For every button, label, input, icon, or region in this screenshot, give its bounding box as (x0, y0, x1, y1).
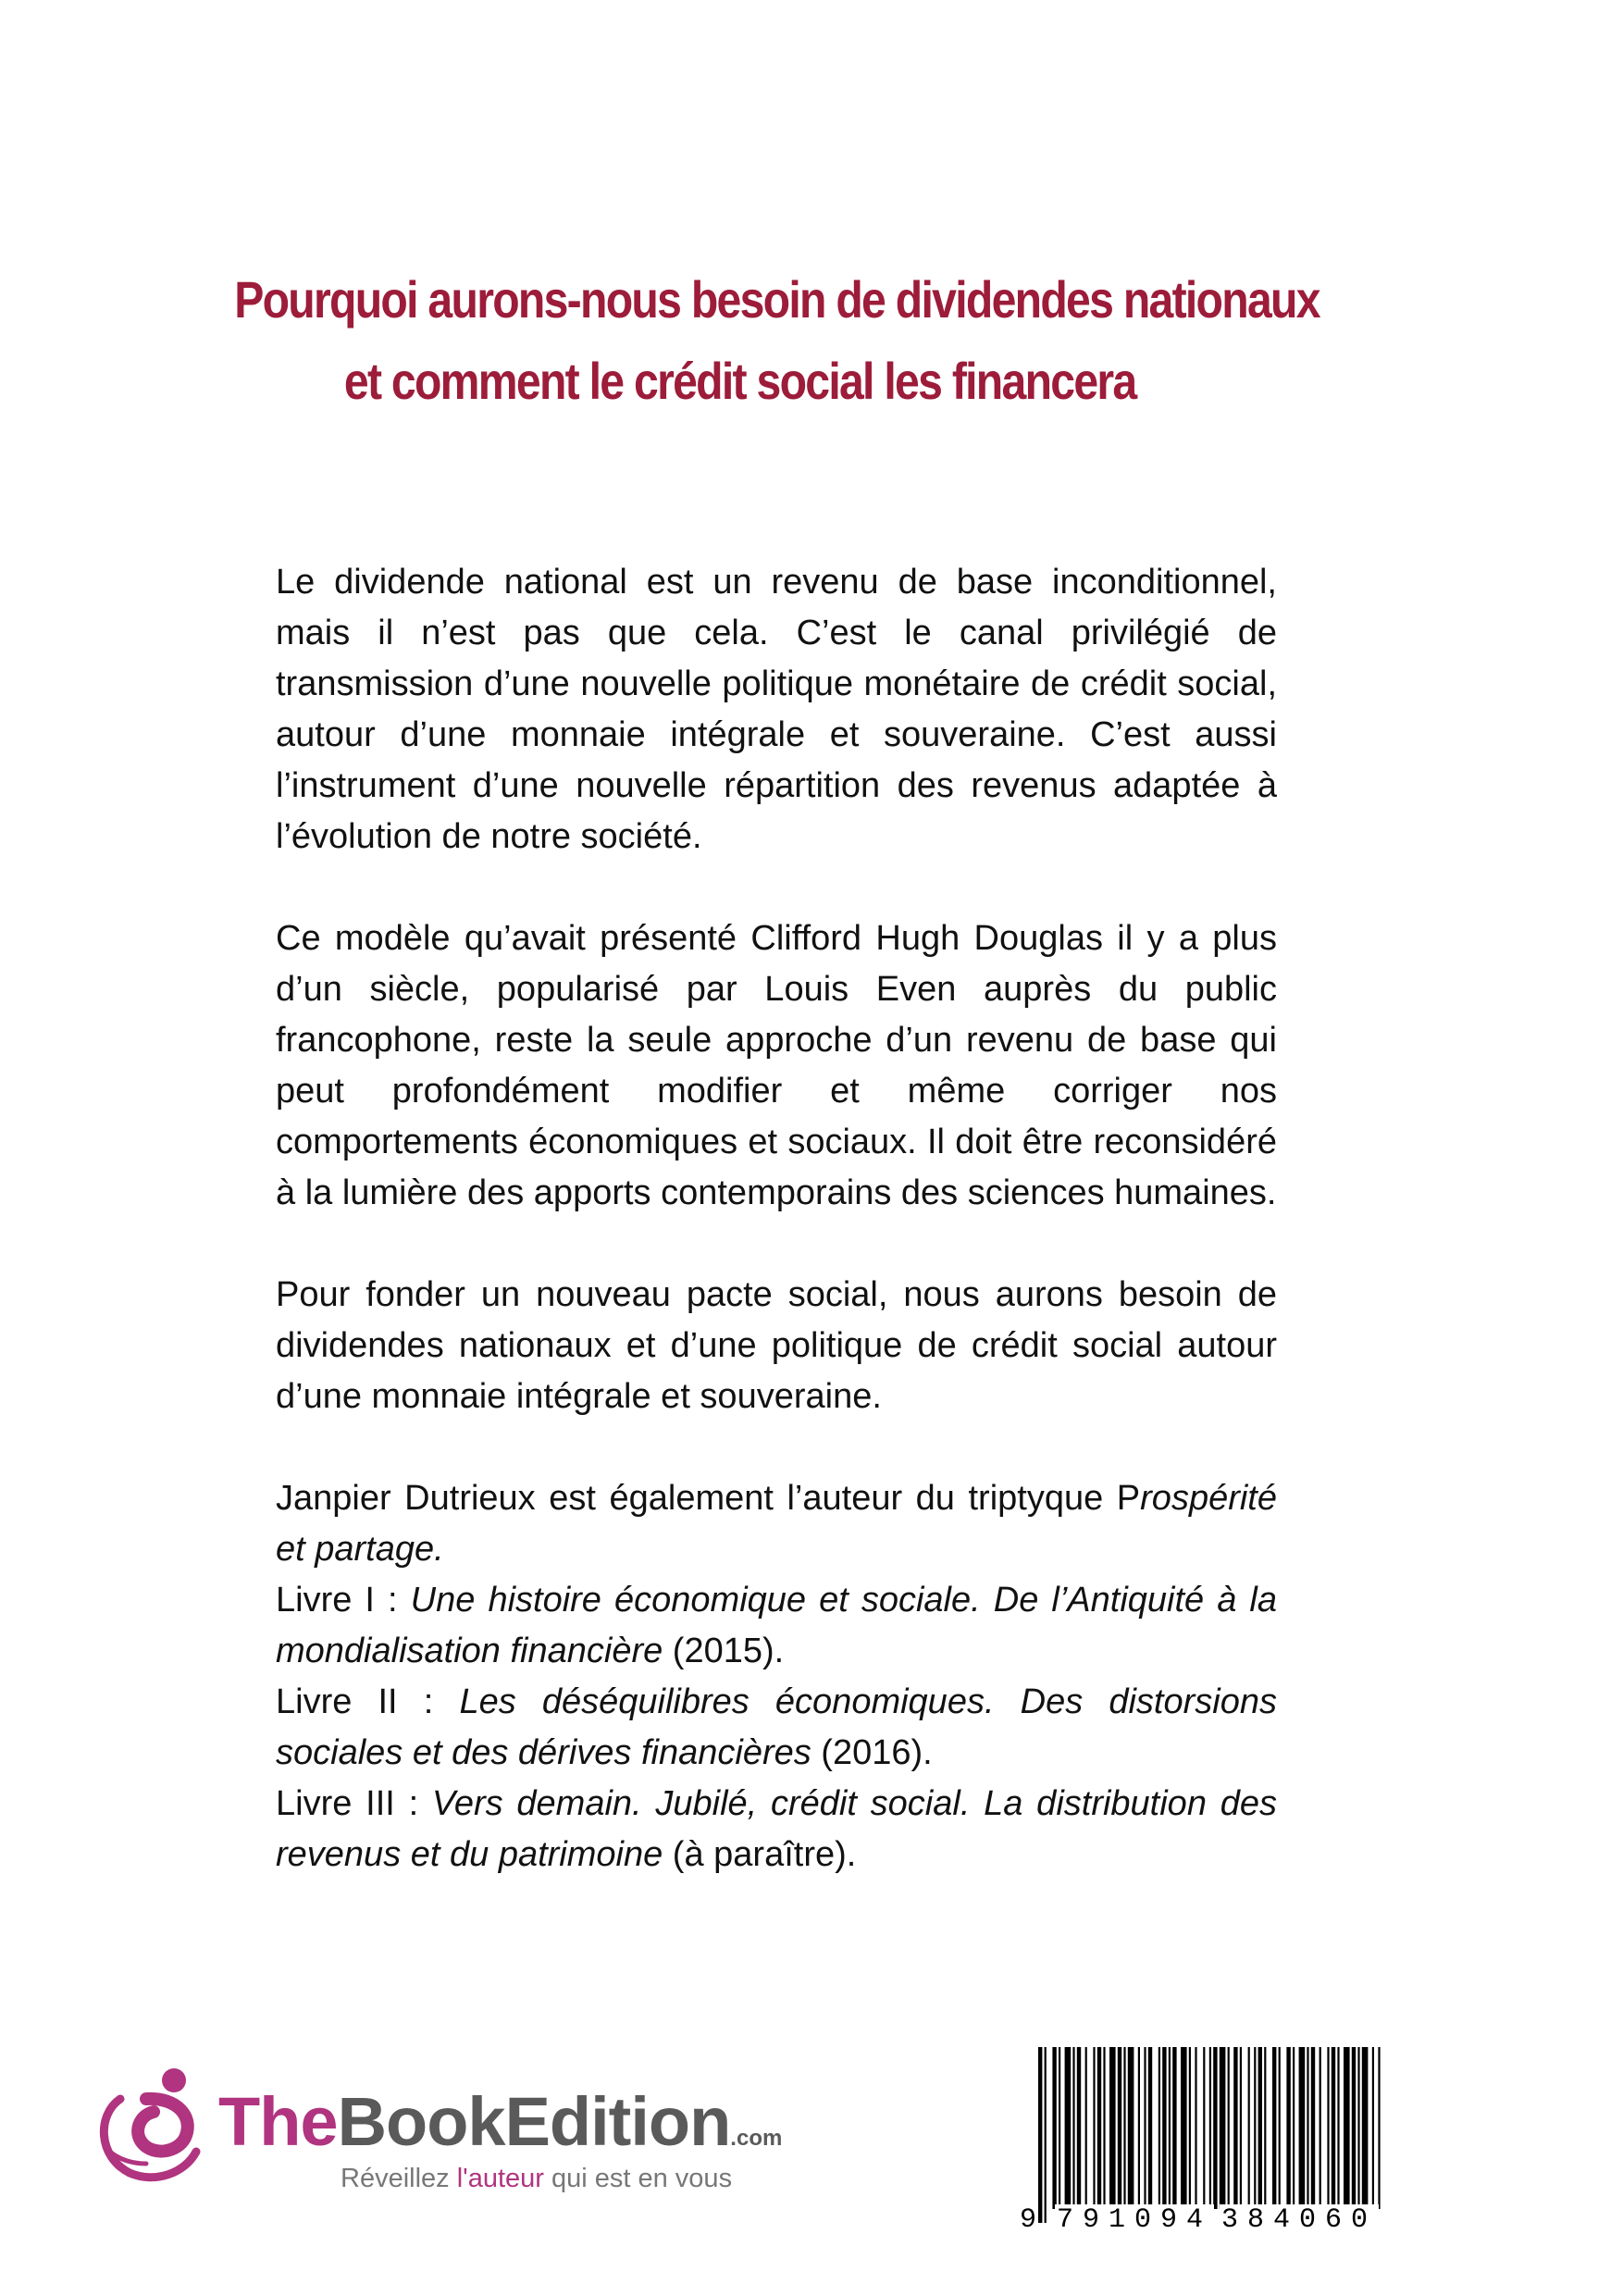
barcode-bar (1209, 2047, 1211, 2209)
isbn-digit-prefix: 9 (1020, 2204, 1037, 2236)
title-line-2: et comment le crédit social les financera (343, 352, 1136, 410)
barcode-bar (1148, 2047, 1152, 2209)
barcode-bar (1065, 2047, 1072, 2209)
barcode-bar (1228, 2047, 1230, 2209)
book-3-title: Vers demain. Jubilé, crédit social. La distribution des revenus et du patrimoine (276, 1784, 1277, 1874)
isbn-digits-left: 791094 (1057, 2204, 1213, 2236)
barcode-bar (1357, 2047, 1359, 2209)
paragraph-2: Ce modèle qu’avait présenté Clifford Hugh Douglas il y a plus d’un siècle, popularisé par Louis Even auprès du public francophone, reste la seule approche d’un revenu de base qui peut profondément modifier et même corriger nos comportements économiques et sociaux. Il doit être reconsidéré à la lumière des apports contemporains des sciences humaines. (276, 919, 1277, 1212)
publisher-logo (93, 2064, 851, 2193)
isbn-barcode (1018, 2047, 1388, 2241)
barcode-bar (1038, 2047, 1042, 2223)
barcode-bar (1128, 2047, 1134, 2209)
barcode-bar (1109, 2047, 1116, 2209)
author-note (276, 1473, 1277, 1575)
barcode-bar (1059, 2047, 1060, 2209)
barcode-bar (1344, 2047, 1350, 2209)
barcode-bar (1162, 2047, 1166, 2209)
barcode-bar (1233, 2047, 1237, 2209)
paragraph-1: Le dividende national est un revenu de base inconditionnel, mais il n’est pas que cela. C’est le canal privilégié de transmission d’une nouvelle politique monétaire de crédit social, autour d’une monnaie intégrale et souveraine. C’est aussi l’instrument d’une nouvelle répartition des revenus adaptée à l’évolution de notre société. (276, 563, 1277, 856)
barcode-bar (1272, 2047, 1276, 2209)
barcode-bar (1118, 2047, 1121, 2209)
book-title (139, 259, 1332, 422)
barcode-bar (1123, 2047, 1125, 2209)
barcode-bar (1103, 2047, 1105, 2209)
barcode-bar (1052, 2047, 1056, 2209)
book-1-title: Une histoire économique et sociale. De l’Antiquité à la mondialisation financière (276, 1581, 1277, 1670)
barcode-bar (1181, 2047, 1187, 2209)
barcode-bar (1372, 2047, 1374, 2209)
barcode-bar (1378, 2047, 1380, 2209)
paragraph-3: Pour fonder un nouveau pacte social, nous aurons besoin de dividendes nationaux et d’une politique de crédit social autour d’une monnaie intégrale et souveraine. (276, 1275, 1277, 1416)
barcode-bar (1307, 2047, 1308, 2209)
book-2: Livre II : Les déséquilibres économiques. Des distorsions sociales et des dérives financières (2016). (276, 1682, 1277, 1772)
back-cover-text (276, 557, 1277, 1880)
barcode-bar (1220, 2047, 1226, 2209)
barcode-bar (1279, 2047, 1281, 2209)
barcode-bar (1319, 2047, 1321, 2209)
barcode-bar (1045, 2047, 1047, 2223)
barcode-bar (1327, 2047, 1329, 2209)
barcode-bar (1286, 2047, 1290, 2209)
book-3: Livre III : Vers demain. Jubilé, crédit social. La distribution des revenus et du patrimoine (à paraître). (276, 1784, 1277, 1874)
book-1: Livre I : Une histoire économique et sociale. De l’Antiquité à la mondialisation financière (2015). (276, 1581, 1277, 1670)
barcode-bar (1352, 2047, 1356, 2209)
barcode-bar (1240, 2047, 1242, 2209)
barcode-bar (1097, 2047, 1101, 2209)
barcode-bar (1195, 2047, 1196, 2209)
author-intro: Janpier Dutrieux est également l’auteur du triptyque (276, 1479, 1104, 1518)
barcode-bar (1293, 2047, 1295, 2209)
barcode-bar (1189, 2047, 1191, 2209)
barcode-bar (1144, 2047, 1146, 2209)
barcode-bar (1203, 2047, 1205, 2209)
barcode-bar (1337, 2047, 1339, 2209)
barcode-bar (1138, 2047, 1140, 2209)
barcode-bar (1077, 2047, 1081, 2209)
book-2-title: Les déséquilibres économiques. Des distorsions sociales et des dérives financières (276, 1682, 1277, 1772)
barcode-bar (1072, 2047, 1074, 2209)
barcode-bar (1362, 2047, 1369, 2209)
barcode-bar (1169, 2047, 1171, 2209)
author-figure-icon (93, 2064, 222, 2184)
barcode-bar (1332, 2047, 1335, 2209)
barcode-bar (1258, 2047, 1262, 2223)
isbn-digits-right: 384060 (1221, 2204, 1378, 2236)
triptych-title: Prospérité et partage. (276, 1479, 1277, 1569)
barcode-bar (1172, 2047, 1176, 2209)
barcode-bar (1264, 2047, 1266, 2209)
barcode-bar (1311, 2047, 1315, 2209)
barcode-bar (1213, 2047, 1217, 2209)
barcode-bar (1248, 2047, 1250, 2209)
publisher-wordmark: TheBookEdition.com (218, 2083, 783, 2160)
barcode-bar (1093, 2047, 1095, 2209)
title-line-1: Pourquoi aurons-nous besoin de dividendes nationaux (234, 270, 1319, 329)
barcode-bar (1085, 2047, 1087, 2209)
publisher-tagline: Réveillez l'auteur qui est en vous (341, 2164, 733, 2193)
barcode-bar (1299, 2047, 1306, 2209)
barcode-bar (1158, 2047, 1160, 2209)
barcode-bar (1254, 2047, 1256, 2209)
